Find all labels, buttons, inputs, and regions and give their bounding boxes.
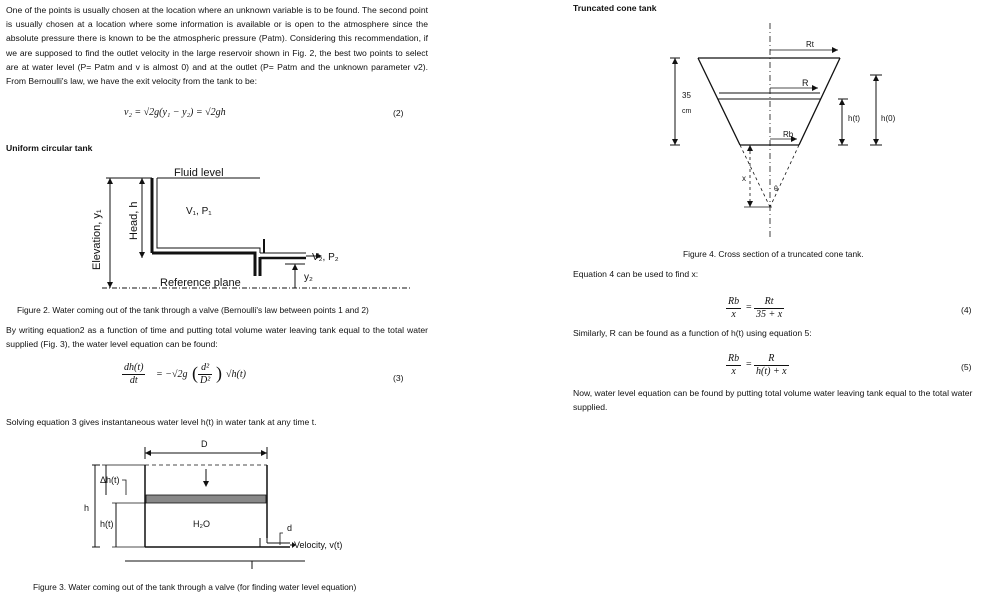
fig4-35-label: 35: [682, 91, 691, 100]
eq5-left-numerator: Rb: [728, 353, 740, 364]
fluid-level-label: Fluid level: [174, 167, 224, 179]
v1-p1-label: V₁, P₁: [186, 206, 212, 217]
eq4-equals: =: [746, 302, 752, 313]
eq4-right: [754, 296, 784, 321]
figure-3-caption: Figure 3. Water coming out of the tank through a valve (for finding water level equation): [33, 582, 357, 592]
fig3-d-label: D: [201, 439, 208, 449]
fig4-r-label: R: [802, 78, 809, 88]
equation-4-number: (4): [961, 305, 972, 315]
paragraph-3: Solving equation 3 gives instantaneous water level h(t) in water tank at any time t.: [6, 417, 317, 427]
fig4-rb-label: Rb: [783, 130, 794, 139]
eq3-lhs: [122, 362, 145, 387]
figure-2-caption: Figure 2. Water coming out of the tank through a valve (Bernoulli's law between points 1 and 2): [17, 305, 369, 315]
equation-2-number: (2): [393, 108, 404, 118]
heading-truncated-tank: Truncated cone tank: [573, 3, 657, 13]
heading-uniform-tank: Uniform circular tank: [6, 143, 93, 153]
fig3-velocity-label: Velocity, v(t): [294, 540, 343, 550]
v2-p2-label: V₂, P₂: [312, 252, 339, 263]
eq3-middle: = −√2g: [156, 369, 188, 380]
intro-paragraph: One of the points is usually chosen at the location where an unknown variable is to be found. The second point is usually chosen at a location where some information is available or is open to the atmosphere since the absolute pressure there is known to be the atmospheric pressure (Patm). Considering this recommendation, if we are supposed to find the outlet velocity in the large reservoir shown in Fig. 2, the best two points to select are at water level (P= Patm and v is almost 0) and at the outlet (P= Patm and the unknown parameter v2). From Bernoulli's law, we have the exit velocity from the tank to be:: [6, 5, 428, 87]
elevation-label: Elevation, y₁: [91, 209, 103, 270]
fig3-ht-label: h(t): [100, 519, 114, 529]
fig3-hc-label: h: [84, 503, 90, 513]
fig3-dh-label: Δh(t): [100, 475, 120, 485]
eq5-right-denominator: h(t) + x: [756, 366, 787, 377]
fig4-theta-label: θ: [774, 186, 778, 193]
fig4-rt-label: Rt: [806, 40, 814, 49]
eq3-paren-denominator: D²: [200, 375, 211, 386]
eq3-paren-numerator: d²: [198, 362, 212, 375]
eq4-right-numerator: Rt: [754, 296, 784, 309]
final-paragraph: Now, water level equation can be found by putting total volume water leaving tank equal to the total water supplied.: [573, 388, 973, 413]
y2-label: y₂: [304, 272, 313, 283]
figure-4-diagram: [660, 15, 990, 255]
eq5-right-numerator: R: [754, 353, 789, 366]
eq3-rhs: √h(t): [226, 369, 246, 380]
equation-2: v₂ = √2g(y₁ − y₂) = √2gh: [124, 107, 226, 118]
fig4-cm-label: cm: [682, 108, 692, 115]
eq5-equals: =: [746, 359, 752, 370]
eq5-intro: Similarly, R can be found as a function of h(t) using equation 5:: [573, 328, 812, 338]
eq4-right-denominator: 35 + x: [756, 309, 783, 320]
eq5-right: [754, 353, 789, 378]
eq3-paren-open: (: [192, 363, 198, 383]
eq5-left-denominator: x: [731, 366, 736, 377]
eq3-lhs-denominator: dt: [129, 375, 138, 386]
fig4-x-label: x: [742, 174, 746, 183]
head-label: Head, h: [128, 201, 140, 240]
figure-2-diagram: [80, 160, 440, 290]
equation-5-number: (5): [961, 362, 972, 372]
equation-3-number: (3): [393, 373, 404, 383]
eq3-lhs-numerator: dh(t): [124, 362, 144, 373]
eq4-left: [726, 296, 741, 321]
eq3-paren: [198, 362, 212, 387]
fig3-h2o-label: H₂O: [193, 519, 210, 529]
fig4-h0-label: h(0): [881, 114, 896, 123]
figure-3-diagram: [80, 435, 380, 585]
eq3-paren-close: ): [216, 363, 222, 383]
fig4-ht-label: h(t): [848, 114, 860, 123]
paragraph-2: By writing equation2 as a function of time and putting total volume water leaving tank equal to the total water supplied (Fig. 3), the water level equation can be found:: [6, 325, 428, 350]
fig3-small-d-label: d: [287, 523, 293, 533]
eq5-left: [726, 353, 741, 378]
figure-4-caption: Figure 4. Cross section of a truncated cone tank.: [683, 249, 864, 259]
reference-plane-label: Reference plane: [160, 277, 241, 289]
eq4-left-numerator: Rb: [728, 296, 740, 307]
eq4-intro: Equation 4 can be used to find x:: [573, 269, 699, 279]
eq4-left-denominator: x: [731, 309, 736, 320]
